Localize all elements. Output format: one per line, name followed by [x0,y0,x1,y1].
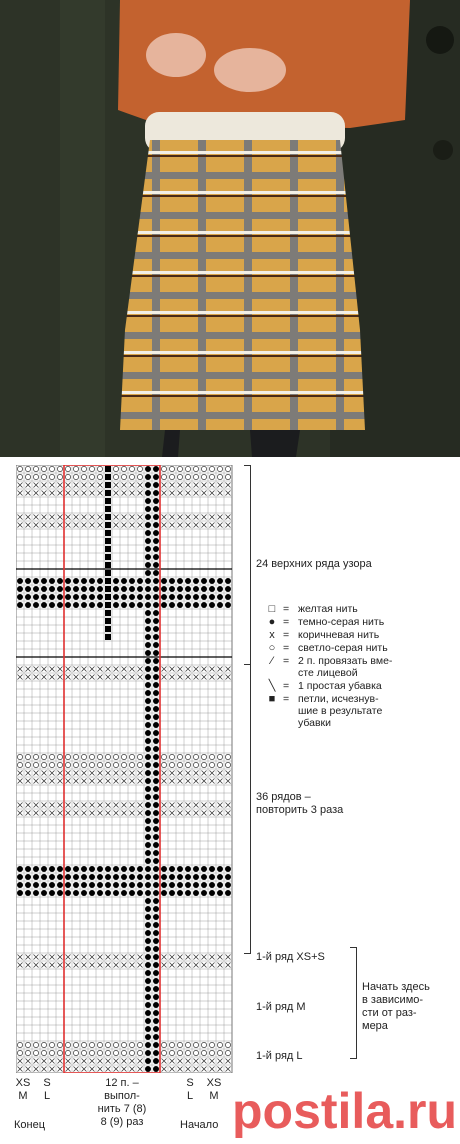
knitting-chart-area [0,457,460,1144]
legend-item: ╲ = 1 простая убавка [266,680,458,692]
legend [266,603,458,730]
top-rows-label: 24 верхних ряда узора [256,558,372,570]
light-gray-circle-icon: ○ [268,642,276,654]
skirt-illustration [0,0,460,457]
legend-text: 2 п. провязать вме- сте лицевой [298,655,393,679]
row-l-label: 1-й ряд L [256,1050,303,1062]
row-m-label: 1-й ряд M [256,1001,306,1013]
size-s-l-left: S L [43,1077,51,1102]
legend-item: x = коричневая нить [266,629,458,641]
legend-item: ⁄ = 2 п. провязать вме- сте лицевой [266,655,458,679]
legend-text: петли, исчезнув- шие в результате убавки [298,693,383,729]
legend-item: ● = темно-серая нить [266,616,458,628]
row-xs-s-label: 1-й ряд XS+S [256,951,325,963]
knitting-chart [16,465,234,1073]
size-xs-m-right: XS M [206,1077,222,1102]
repeat-label: 36 рядов – повторить 3 раза [256,791,344,816]
dark-gray-dot-icon: ● [268,616,276,628]
legend-item: ■ = петли, исчезнув- шие в результате убавки [266,693,458,729]
yellow-square-icon: □ [268,603,276,615]
legend-item: □ = желтая нить [266,603,458,615]
size-s-l-right: S L [186,1077,194,1102]
legend-text: темно-серая нить [298,616,385,628]
legend-text: 1 простая убавка [298,680,382,692]
top-rows-bracket [244,465,251,665]
vanished-stitch-icon: ■ [268,693,276,705]
svg-text:postila.ru: postila.ru [232,1083,458,1138]
repeat-note: 12 п. – выпол- нить 7 (8) 8 (9) раз [97,1077,147,1128]
watermark-logo [232,1082,458,1138]
size-xs-m-left: XS M [15,1077,31,1102]
skirt-photo [0,0,460,457]
legend-item: ○ = светло-серая нить [266,642,458,654]
legend-text: светло-серая нить [298,642,388,654]
repeat-bracket [244,663,251,954]
single-decrease-icon: ╲ [268,680,276,692]
brown-x-icon: x [269,629,275,641]
legend-text: коричневая нить [298,629,380,641]
decrease-slash-icon: ⁄ [271,655,273,667]
start-note-bracket [350,947,357,1059]
start-note: Начать здесь в зависимо- сти от раз- мера [362,981,430,1032]
end-label: Конец [14,1119,46,1131]
start-label: Начало [180,1119,219,1131]
legend-text: желтая нить [298,603,358,615]
